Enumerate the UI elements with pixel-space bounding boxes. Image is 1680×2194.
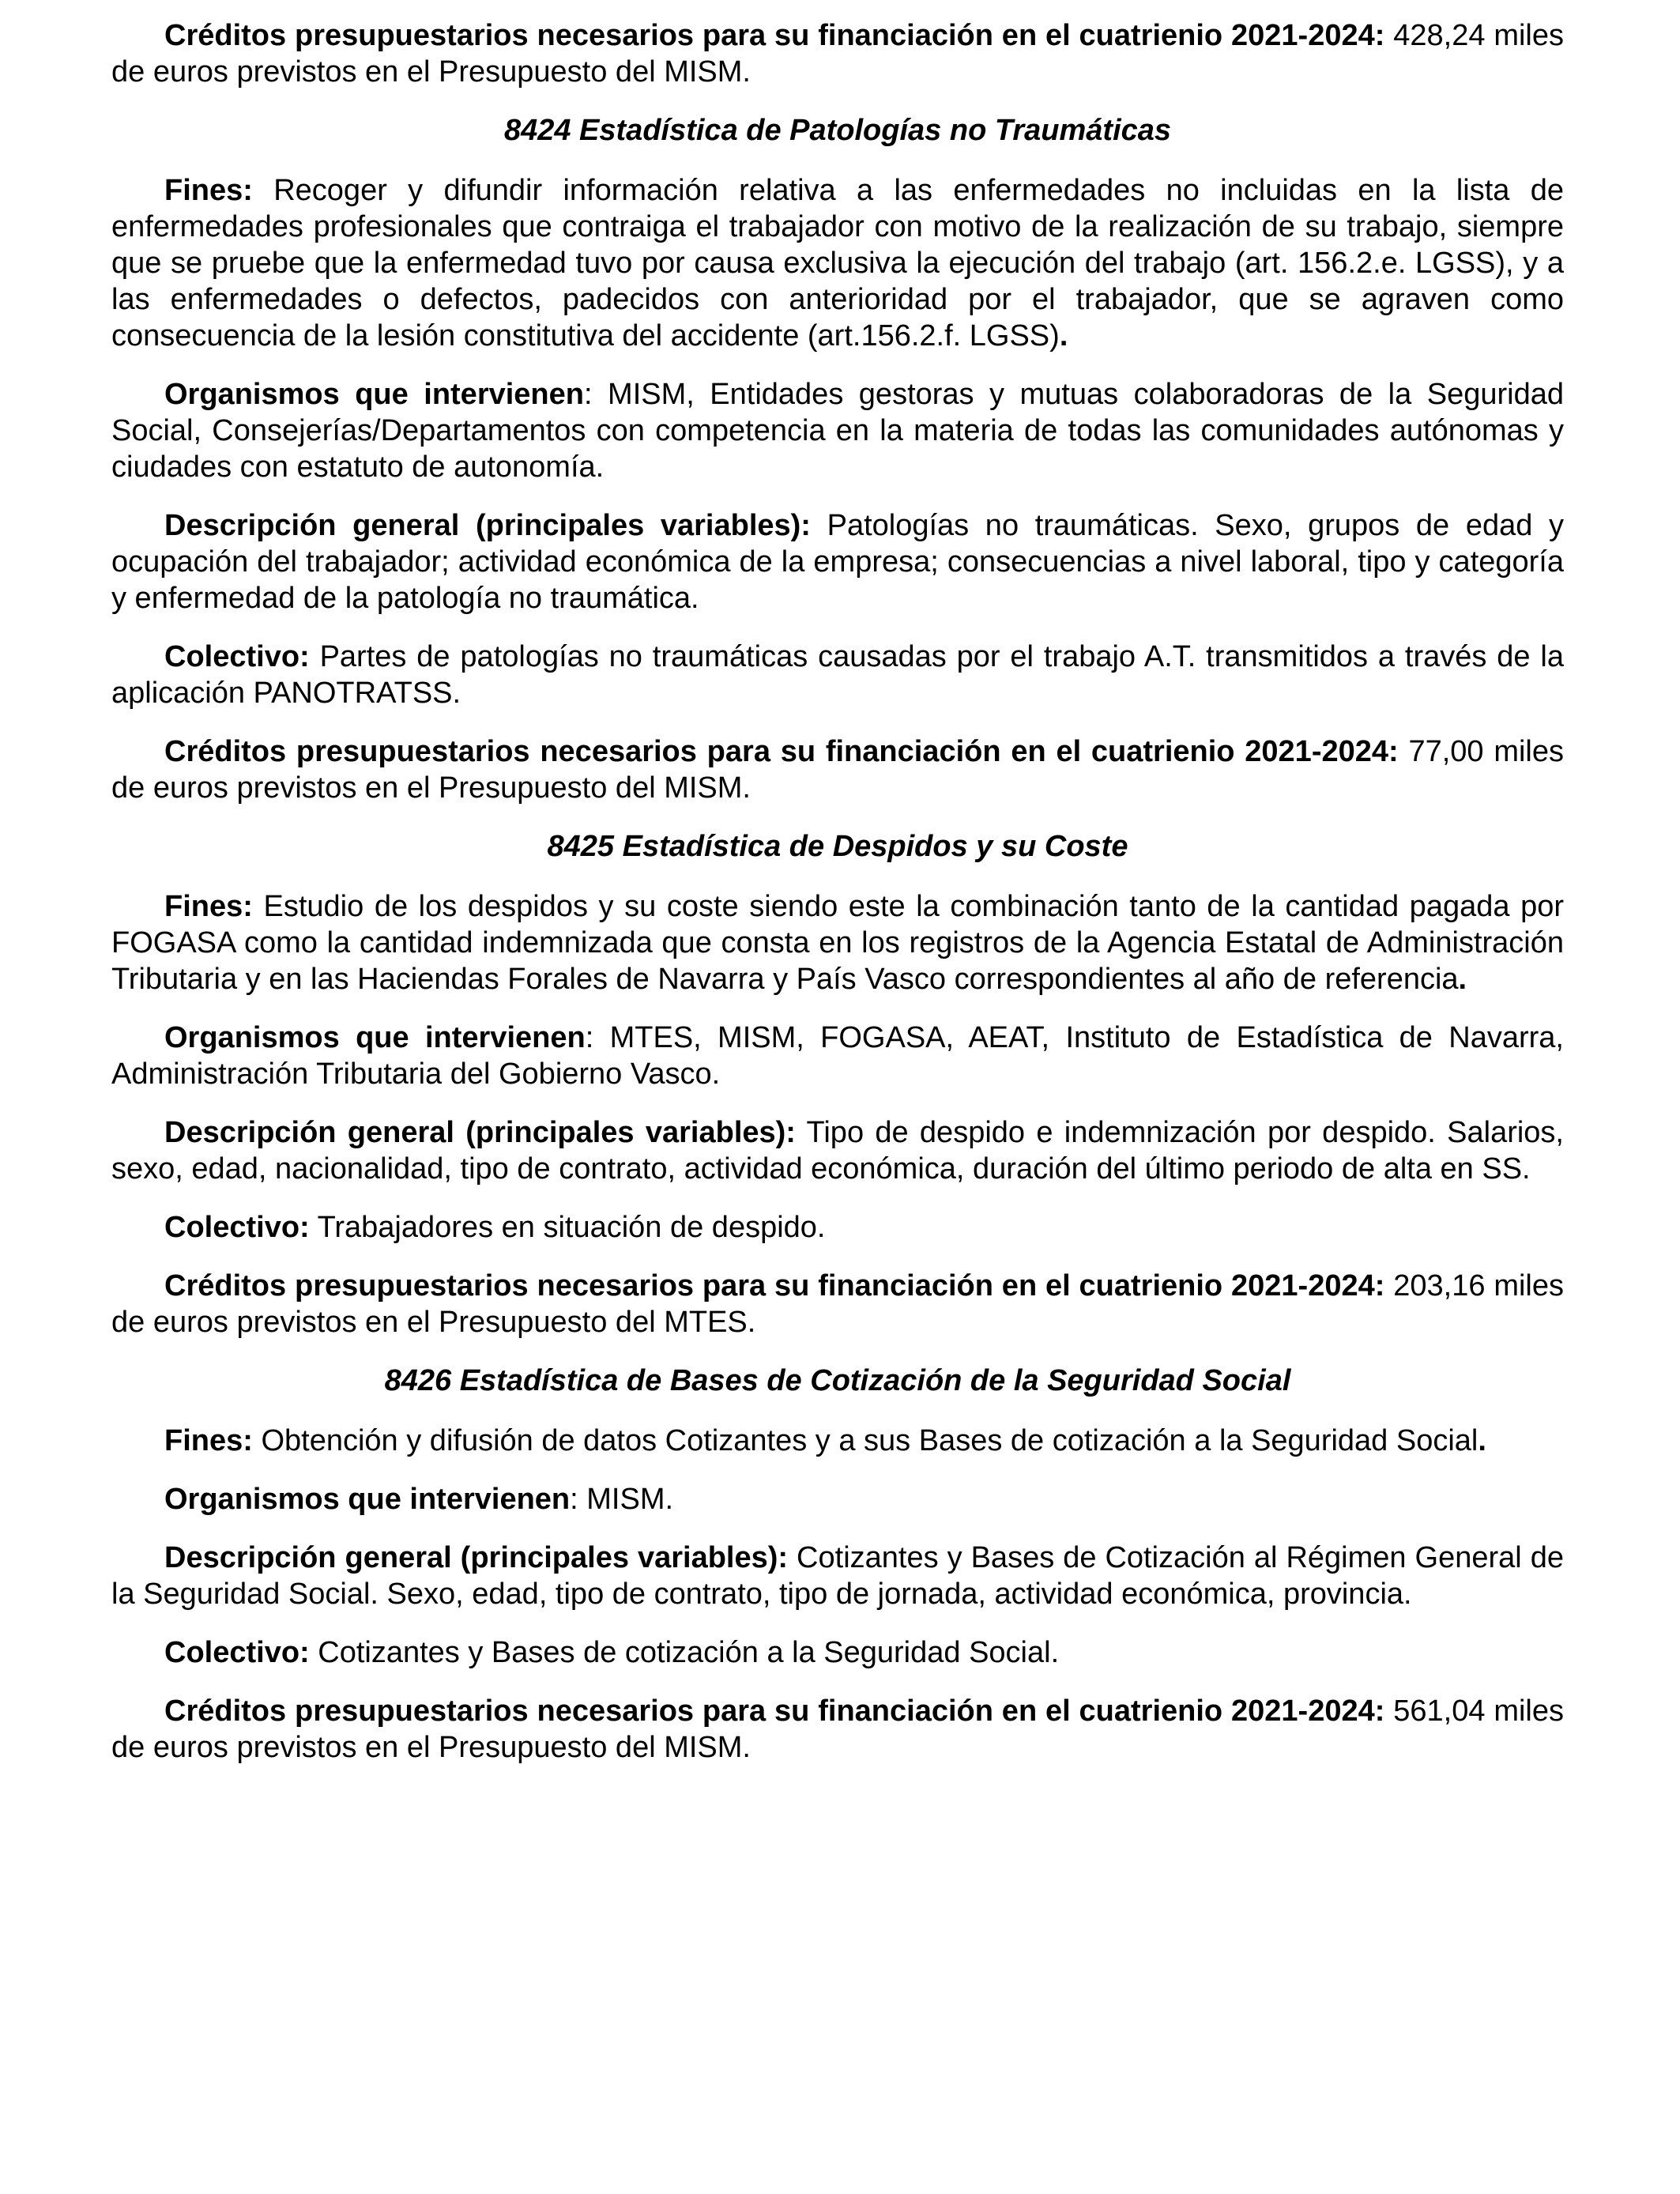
fines-end: . <box>1458 963 1467 996</box>
fines-text: Obtención y difusión de datos Cotizantes y a sus Bases de cotización a la Seguridad Social <box>252 1424 1478 1457</box>
organismos-label: Organismos que intervienen <box>164 1021 586 1054</box>
creditos-label: Créditos presupuestarios necesarios para su financiación en el cuatrienio 2021-2024: <box>164 19 1385 52</box>
colectivo-paragraph <box>111 1634 1564 1671</box>
organismos-text: : MTES, MISM, FOGASA, AEAT, Instituto de Estadística de Navarra, Administración Tributaria del Gobierno Vasco. <box>111 1021 1564 1091</box>
organismos-paragraph <box>111 376 1564 485</box>
colectivo-text: Trabajadores en situación de despido. <box>309 1211 826 1244</box>
section-title: 8424 Estadística de Patologías no Traumáticas <box>503 114 1172 147</box>
fines-paragraph <box>111 1423 1564 1459</box>
section-8424 <box>111 112 1564 806</box>
descripcion-label: Descripción general (principales variables): <box>164 1541 789 1574</box>
colectivo-text: Cotizantes y Bases de cotización a la Seguridad Social. <box>309 1636 1060 1669</box>
organismos-label: Organismos que intervienen <box>164 1483 571 1516</box>
section-title: 8426 Estadística de Bases de Cotización de la Seguridad Social <box>384 1364 1291 1397</box>
fines-text: Recoger y difundir información relativa a las enfermedades no incluidas en la lista de enfermedades profesionales que contraiga el trabajador con motivo de la realización de su trabajo, siempre que se pruebe que la enfermedad tuvo por causa exclusiva la ejecución del trabajo (art. 156.2.e. LGSS), y a las enfermedades o defectos, padecidos con anterioridad por el trabajador, que se agraven como consecuencia de la lesión constitutiva del accidente (art.156.2.f. LGSS) <box>111 174 1564 352</box>
descripcion-paragraph <box>111 1114 1564 1187</box>
fines-paragraph <box>111 888 1564 997</box>
descripcion-label: Descripción general (principales variables): <box>164 1116 796 1149</box>
colectivo-paragraph <box>111 639 1564 711</box>
colectivo-label: Colectivo: <box>164 1636 310 1669</box>
creditos-text: 561,04 miles de euros previstos en el Presupuesto del MISM. <box>111 1695 1564 1764</box>
fines-end: . <box>1478 1424 1486 1457</box>
descripcion-paragraph <box>111 507 1564 616</box>
organismos-label: Organismos que intervienen <box>164 378 584 411</box>
creditos-text: 77,00 miles de euros previstos en el Presupuesto del MISM. <box>111 735 1564 805</box>
creditos-label: Créditos presupuestarios necesarios para su financiación en el cuatrienio 2021-2024: <box>164 1269 1385 1302</box>
colectivo-paragraph <box>111 1209 1564 1246</box>
organismos-text: : MISM, Entidades gestoras y mutuas colaboradoras de la Seguridad Social, Consejerías/Departamentos con competencia en la materia de todas las comunidades autónomas y ciudades con estatuto de autonomía. <box>111 378 1564 484</box>
descripcion-text: Tipo de despido e indemnización por despido. Salarios, sexo, edad, nacionalidad, tipo de contrato, actividad económica, duración del último periodo de alta en SS. <box>111 1116 1564 1186</box>
creditos-label: Créditos presupuestarios necesarios para su financiación en el cuatrienio 2021-2024: <box>164 735 1399 768</box>
organismos-paragraph <box>111 1481 1564 1517</box>
creditos-label: Créditos presupuestarios necesarios para su financiación en el cuatrienio 2021-2024: <box>164 1695 1385 1728</box>
descripcion-label: Descripción general (principales variables): <box>164 509 811 542</box>
fines-text: Estudio de los despidos y su coste siendo este la combinación tanto de la cantidad pagada por FOGASA como la cantidad indemnizada que consta en los registros de la Agencia Estatal de Administración Tributaria y en las Haciendas Forales de Navarra y País Vasco correspondientes al año de referencia <box>111 890 1564 996</box>
creditos-paragraph <box>111 1693 1564 1766</box>
creditos-text: 203,16 miles de euros previstos en el Presupuesto del MTES. <box>111 1269 1564 1339</box>
colectivo-text: Partes de patologías no traumáticas causadas por el trabajo A.T. transmitidos a través de la aplicación PANOTRATSS. <box>111 640 1564 710</box>
section-8425 <box>111 828 1564 1340</box>
fines-end: . <box>1059 319 1068 352</box>
organismos-text: : MISM. <box>570 1483 674 1516</box>
organismos-paragraph <box>111 1020 1564 1092</box>
document-page <box>111 17 1564 1788</box>
creditos-paragraph <box>111 1268 1564 1340</box>
fines-label: Fines: <box>164 1424 253 1457</box>
fines-paragraph <box>111 172 1564 354</box>
section-title: 8425 Estadística de Despidos y su Coste <box>547 830 1128 863</box>
creditos-paragraph <box>111 17 1564 90</box>
descripcion-paragraph <box>111 1540 1564 1612</box>
descripcion-text: Cotizantes y Bases de Cotización al Régimen General de la Seguridad Social. Sexo, edad, tipo de contrato, tipo de jornada, actividad económica, provincia. <box>111 1541 1564 1611</box>
descripcion-text: Patologías no traumáticas. Sexo, grupos de edad y ocupación del trabajador; actividad económica de la empresa; consecuencias a nivel laboral, tipo y categoría y enfermedad de la patología no traumática. <box>111 509 1564 615</box>
creditos-paragraph <box>111 733 1564 806</box>
creditos-text: 428,24 miles de euros previstos en el Presupuesto del MISM. <box>111 19 1564 89</box>
colectivo-label: Colectivo: <box>164 640 310 673</box>
colectivo-label: Colectivo: <box>164 1211 310 1244</box>
section-8426 <box>111 1363 1564 1766</box>
fines-label: Fines: <box>164 174 253 207</box>
fines-label: Fines: <box>164 890 253 923</box>
